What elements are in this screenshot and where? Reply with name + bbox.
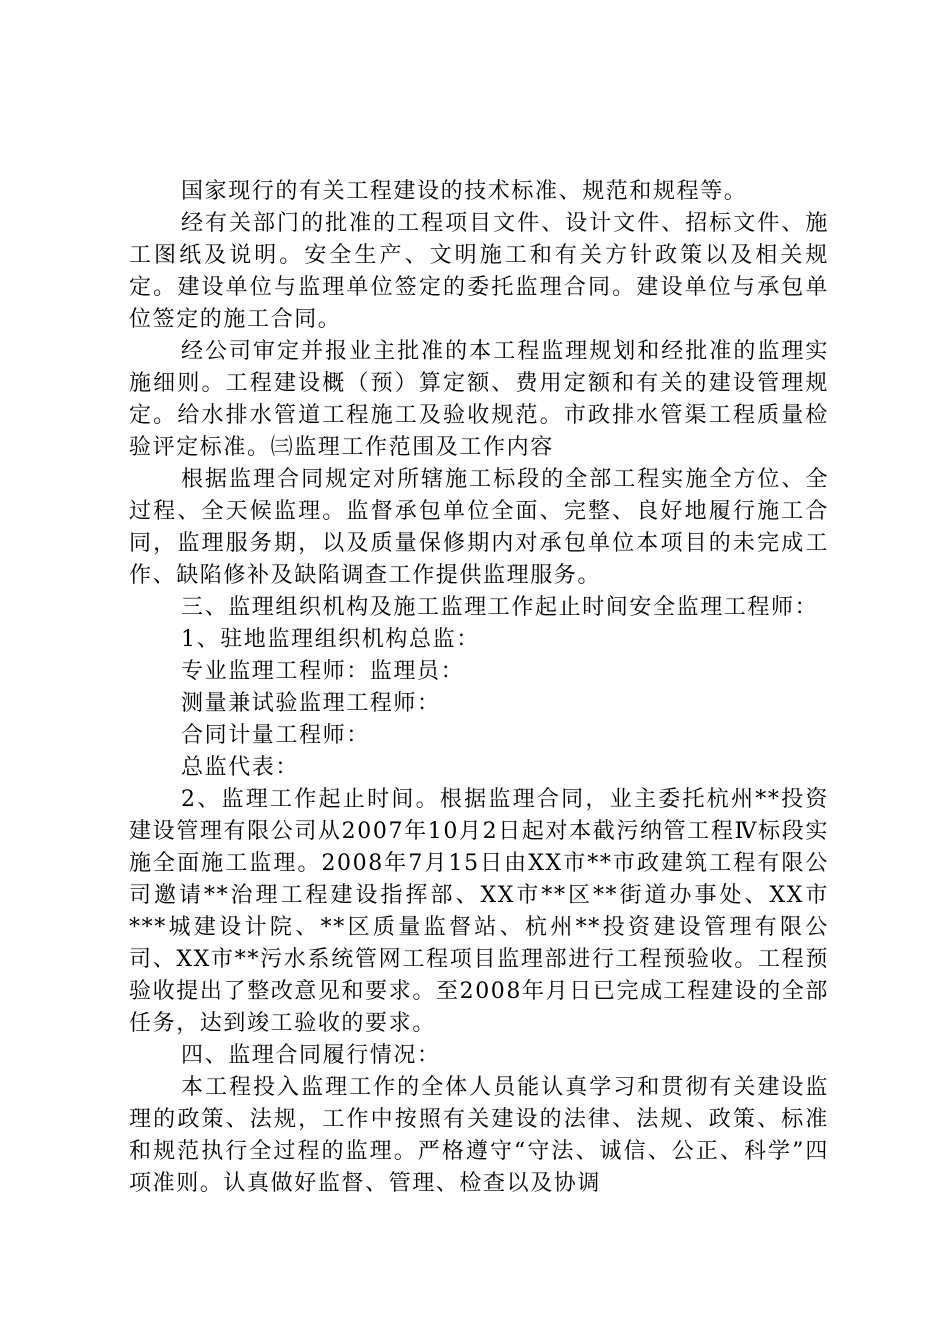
paragraph-supervision-period: 2、监理工作起止时间。根据监理合同，业主委托杭州**投资建设管理有限公司从2007年10月2日起对本截污纳管工程Ⅳ标段实施全面施工监理。2008年7月15日由XX市**市政建筑工程有限公司邀请**治理工程建设指挥部、XX市**区**街道办事处、XX市***城建设计院、**区质量监督站、杭州**投资建设管理有限公司、XX市**污水系统管网工程项目监理部进行工程预验收。工程预验收提出了整改意见和要求。至2008年月日已完成工程建设的全部任务，达到竣工验收的要求。 xyxy=(129,787,829,1036)
paragraph-specialist-engineer: 专业监理工程师：监理员： xyxy=(181,659,465,684)
paragraph-supervision-plan: 经公司审定并报业主批准的本工程监理规划和经批准的监理实施细则。工程建设概（预）算定额、费用定额和有关的建设管理规定。给水排水管道工程施工及验收规范。市政排水管渠工程质量检验评定标准。㈢监理工作范围及工作内容 xyxy=(129,339,829,460)
document-body xyxy=(129,176,829,1200)
paragraph-standards: 国家现行的有关工程建设的技术标准、规范和规程等。 xyxy=(181,179,748,204)
paragraph-contract-performance: 本工程投入监理工作的全体人员能认真学习和贯彻有关建设监理的政策、法规，工作中按照有关建设的法律、法规、政策、标准和规范执行全过程的监理。严格遵守“守法、诚信、公正、科学”四项准则。认真做好监督、管理、检查以及协调 xyxy=(129,1075,829,1196)
paragraph-chief-supervisor: 1、驻地监理组织机构总监： xyxy=(181,627,480,652)
paragraph-contract-engineer: 合同计量工程师： xyxy=(181,723,370,748)
paragraph-survey-engineer: 测量兼试验监理工程师： xyxy=(181,691,441,716)
paragraph-approval-documents: 经有关部门的批准的工程项目文件、设计文件、招标文件、施工图纸及说明。安全生产、文明施工和有关方针政策以及相关规定。建设单位与监理单位签定的委托监理合同。建设单位与承包单位签定的施工合同。 xyxy=(129,211,829,332)
paragraph-chief-representative: 总监代表： xyxy=(181,755,300,780)
section-heading-contract-performance: 四、监理合同履行情况： xyxy=(181,1043,441,1068)
paragraph-supervision-scope: 根据监理合同规定对所辖施工标段的全部工程实施全方位、全过程、全天候监理。监督承包单位全面、完整、良好地履行施工合同，监理服务期，以及质量保修期内对承包单位本项目的未完成工作、缺陷修补及缺陷调查工作提供监理服务。 xyxy=(129,467,829,588)
section-heading-organization: 三、监理组织机构及施工监理工作起止时间安全监理工程师： xyxy=(181,595,819,620)
